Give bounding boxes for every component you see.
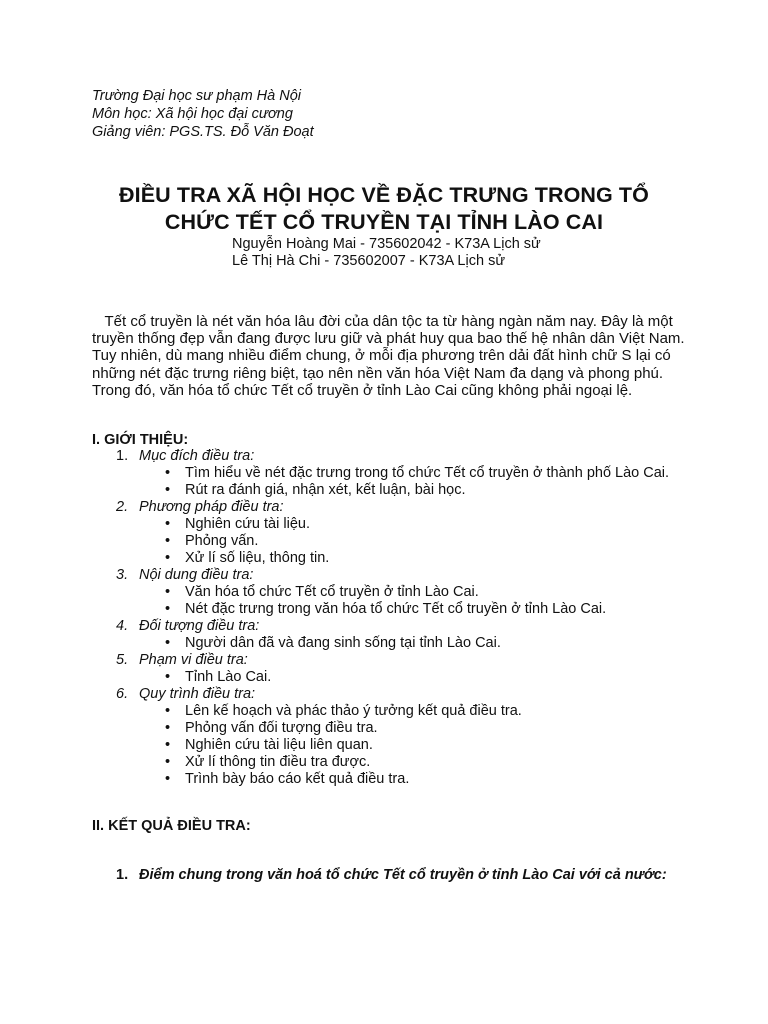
list-item-text: Nét đặc trưng trong văn hóa tổ chức Tết cổ truyền ở tỉnh Lào Cai.: [185, 601, 607, 617]
bullet-list: [92, 465, 692, 499]
list-item-text: Tỉnh Lào Cai.: [185, 669, 272, 685]
list-item-text: Trình bày báo cáo kết quả điều tra.: [185, 771, 410, 787]
list-item-text: Xử lí số liệu, thông tin.: [185, 550, 330, 566]
item-label: Nội dung điều tra:: [139, 567, 254, 583]
subject-line: Môn học: Xã hội học đại cương: [92, 106, 293, 122]
bullet-icon: •: [165, 754, 171, 770]
subsection-number: 1.: [116, 867, 129, 883]
bullet-list: [92, 516, 692, 567]
subsection-heading: [92, 867, 692, 884]
item-number: 1.: [116, 448, 129, 464]
list-item: [92, 635, 692, 652]
item-number: 2.: [116, 499, 129, 515]
item-label: Phạm vi điều tra:: [139, 652, 248, 668]
bullet-list: [92, 584, 692, 618]
bullet-icon: •: [165, 720, 171, 736]
bullet-list: [92, 635, 692, 652]
subsection-title: Điểm chung trong văn hoá tổ chức Tết cổ truyền ở tỉnh Lào Cai với cả nước:: [139, 867, 667, 883]
bullet-icon: •: [165, 482, 171, 498]
list-item-text: Nghiên cứu tài liệu.: [185, 516, 310, 532]
list-item: [92, 771, 692, 788]
bullet-icon: •: [165, 737, 171, 753]
outline-item: [92, 448, 692, 465]
item-number: 4.: [116, 618, 129, 634]
document-title: [60, 182, 708, 236]
list-item: [92, 516, 692, 533]
title-line-2: CHỨC TẾT CỔ TRUYỀN TẠI TỈNH LÀO CAI: [164, 210, 604, 234]
author-list: [232, 236, 541, 270]
item-number: 5.: [116, 652, 129, 668]
lecturer-line: Giảng viên: PGS.TS. Đỗ Văn Đoạt: [92, 124, 314, 140]
list-item-text: Lên kế hoạch và phác thảo ý tưởng kết quả điều tra.: [185, 703, 522, 719]
bullet-icon: •: [165, 533, 171, 549]
school-line: Trường Đại học sư phạm Hà Nội: [92, 88, 302, 104]
list-item-text: Người dân đã và đang sinh sống tại tỉnh Lào Cai.: [185, 635, 501, 651]
bullet-list: [92, 669, 692, 686]
item-label: Đối tượng điều tra:: [139, 618, 260, 634]
list-item: [92, 669, 692, 686]
list-item: [92, 465, 692, 482]
outline-item: [92, 686, 692, 703]
outline-item: [92, 567, 692, 584]
list-item: [92, 550, 692, 567]
bullet-icon: •: [165, 635, 171, 651]
section-heading-introduction: I. GIỚI THIỆU:: [92, 432, 189, 448]
list-item-text: Phỏng vấn.: [185, 533, 259, 549]
outline-item: [92, 652, 692, 669]
list-item-text: Văn hóa tổ chức Tết cổ truyền ở tỉnh Lào Cai.: [185, 584, 479, 600]
list-item-text: Xử lí thông tin điều tra được.: [185, 754, 371, 770]
author-line: Lê Thị Hà Chi - 735602007 - K73A Lịch sử: [232, 253, 506, 269]
section-heading-results: II. KẾT QUẢ ĐIỀU TRA:: [92, 818, 251, 834]
bullet-list: [92, 703, 692, 788]
bullet-icon: •: [165, 703, 171, 719]
bullet-icon: •: [165, 669, 171, 685]
list-item-text: Tìm hiểu về nét đặc trưng trong tổ chức Tết cổ truyền ở thành phố Lào Cai.: [185, 465, 670, 481]
bullet-icon: •: [165, 584, 171, 600]
bullet-icon: •: [165, 601, 171, 617]
bullet-icon: •: [165, 550, 171, 566]
bullet-icon: •: [165, 516, 171, 532]
outline-item: [92, 618, 692, 635]
item-number: 6.: [116, 686, 129, 702]
list-item-text: Rút ra đánh giá, nhận xét, kết luận, bài học.: [185, 482, 466, 498]
list-item-text: Phỏng vấn đối tượng điều tra.: [185, 720, 378, 736]
item-label: Phương pháp điều tra:: [139, 499, 284, 515]
item-label: Mục đích điều tra:: [139, 448, 255, 464]
list-item: [92, 754, 692, 771]
item-number: 3.: [116, 567, 129, 583]
list-item: [92, 482, 692, 499]
title-line-1: ĐIỀU TRA XÃ HỘI HỌC VỀ ĐẶC TRƯNG TRONG TỔ: [119, 183, 649, 207]
list-item: [92, 533, 692, 550]
bullet-icon: •: [165, 465, 171, 481]
list-item: [92, 601, 692, 618]
item-label: Quy trình điều tra:: [139, 686, 256, 702]
intro-paragraph: Tết cổ truyền là nét văn hóa lâu đời của dân tộc ta từ hàng ngàn năm nay. Đây là một truyền thống đẹp vẫn đang được lưu giữ và phát huy qua bao thế hệ nhân dân Việt Nam. Tuy nhiên, dù mang nhiều điểm chung, ở mỗi địa phương trên dải đất hình chữ S lại có những nét đặc trưng riêng biệt, tạo nên nền văn hóa Việt Nam đa dạng và phong phú. Trong đó, văn hóa tổ chức Tết cổ truyền ở tỉnh Lào Cai cũng không phải ngoại lệ.: [92, 313, 689, 399]
list-item: [92, 737, 692, 754]
list-item: [92, 703, 692, 720]
list-item: [92, 720, 692, 737]
document-header: [92, 87, 314, 141]
list-item: [92, 584, 692, 601]
bullet-icon: •: [165, 771, 171, 787]
outline-item: [92, 499, 692, 516]
author-line: Nguyễn Hoàng Mai - 735602042 - K73A Lịch sử: [232, 236, 541, 252]
introduction-outline: [92, 448, 692, 788]
list-item-text: Nghiên cứu tài liệu liên quan.: [185, 737, 373, 753]
